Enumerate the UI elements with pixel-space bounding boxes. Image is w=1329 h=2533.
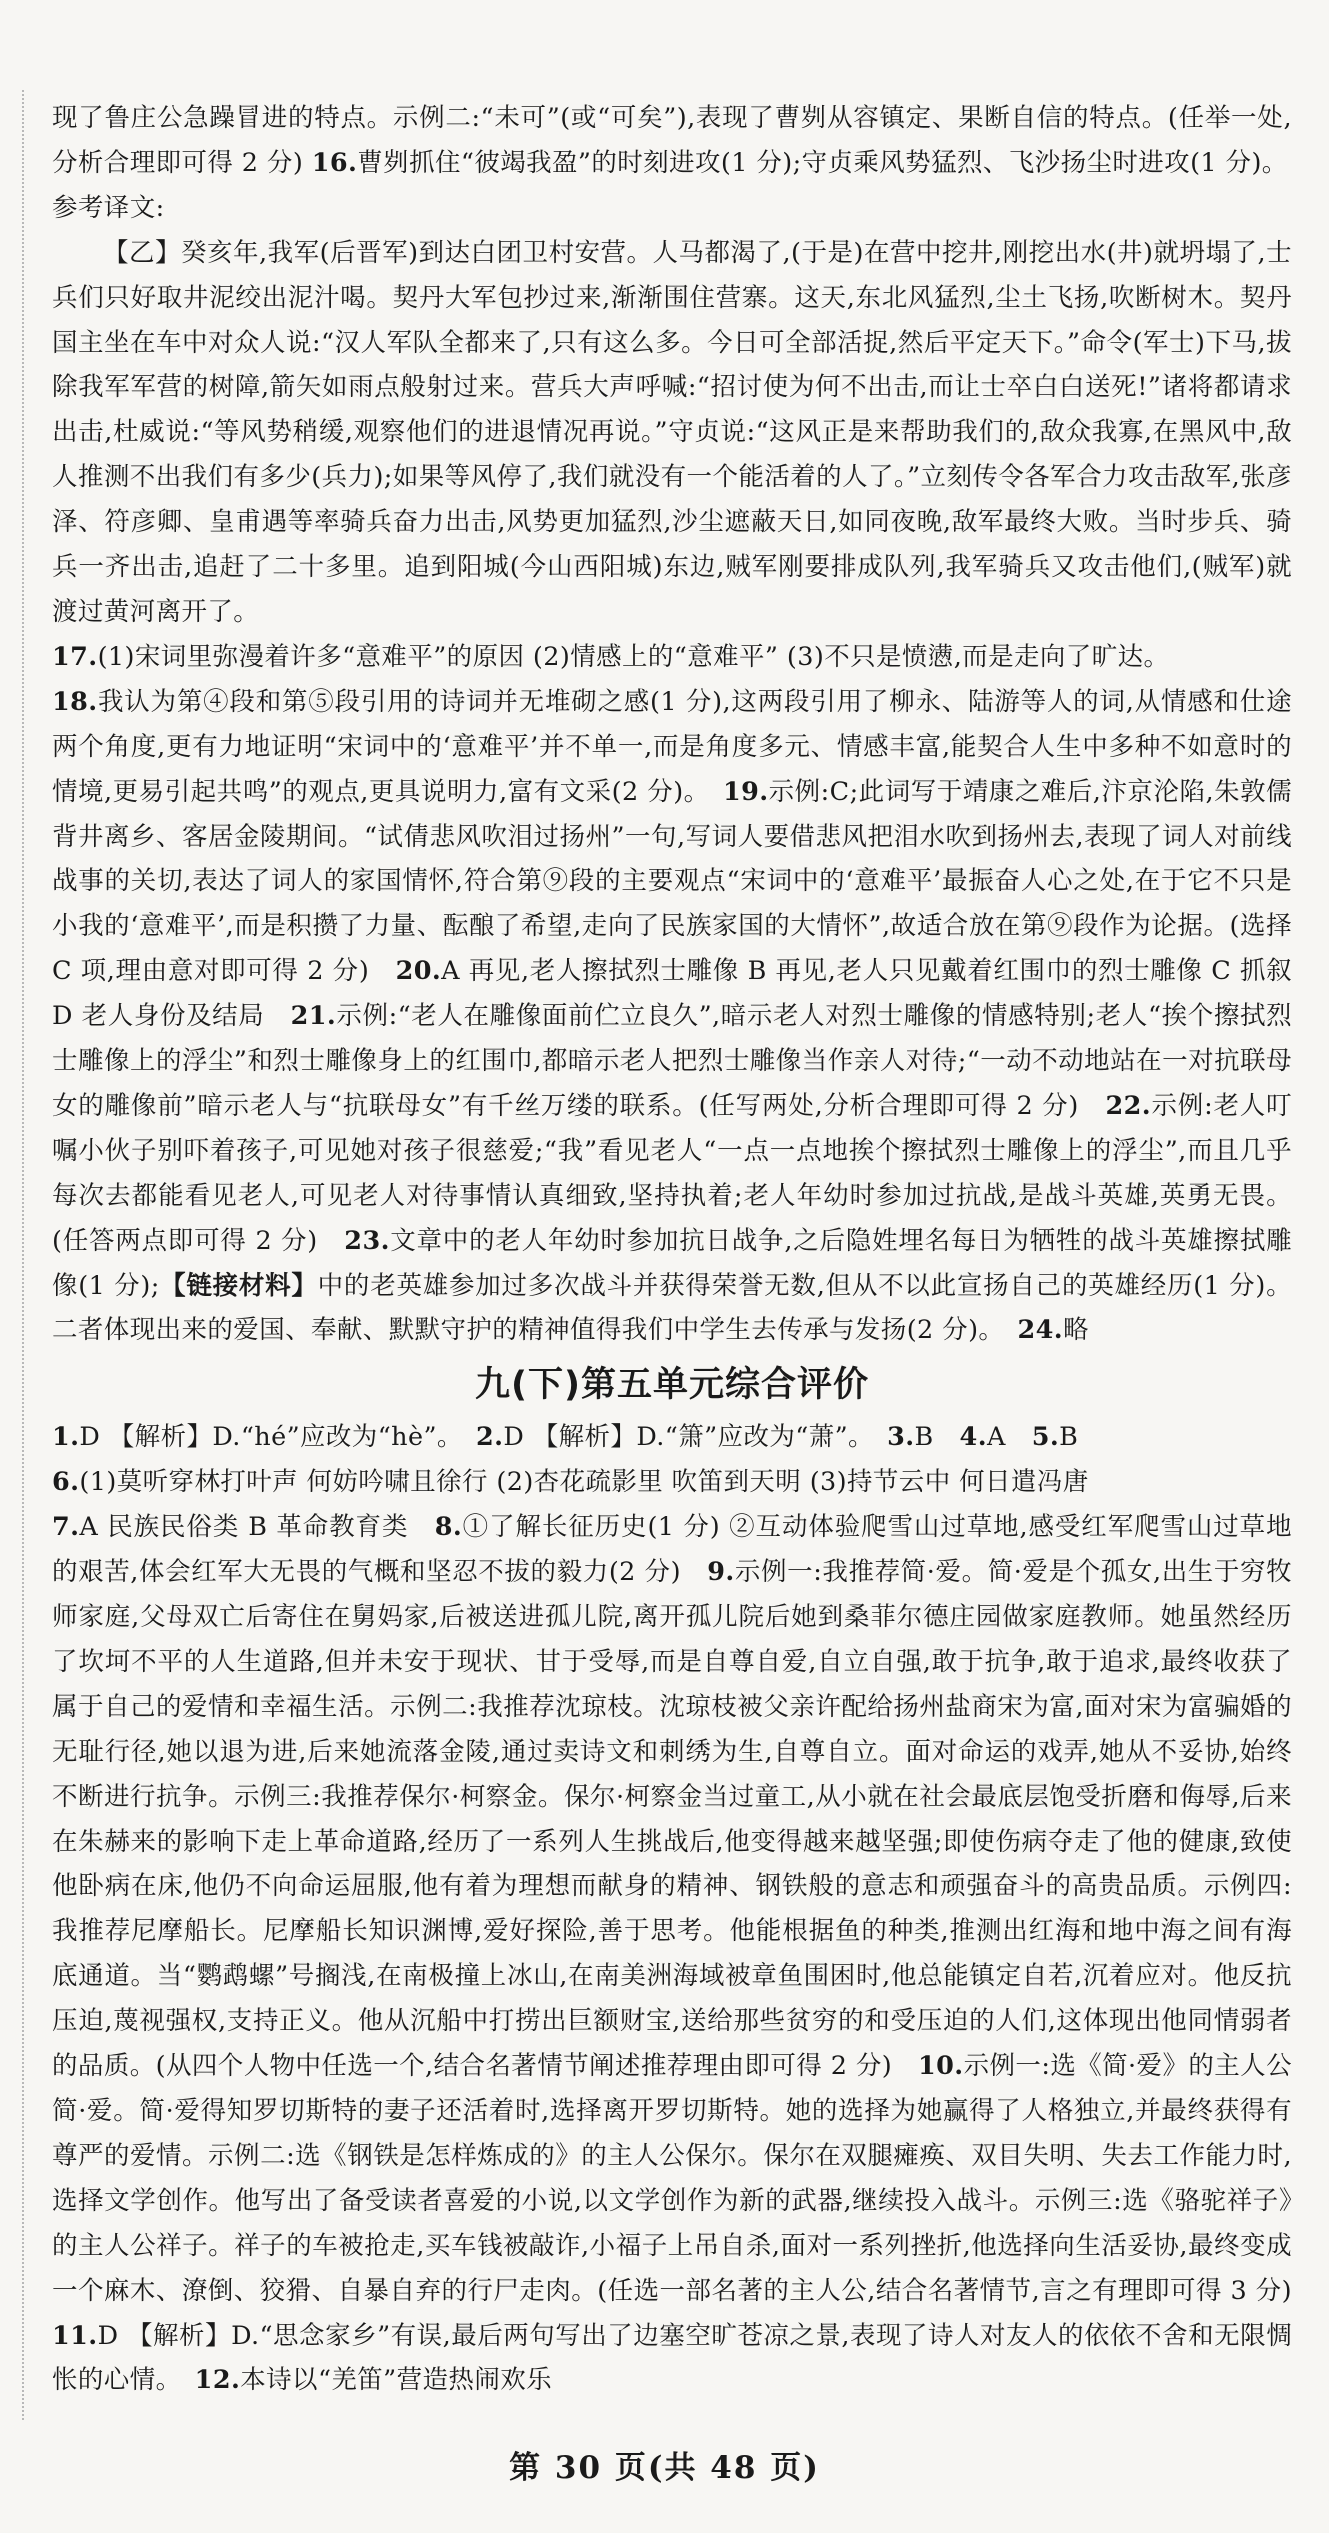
question-number: 23. xyxy=(344,1225,390,1256)
answer-text: D 【解析】D.“思念家乡”有误,最后两句写出了边塞空旷苍凉之景,表现了诗人对友人的依依不舍和无限惆怅的心情。 xyxy=(52,2320,1292,2396)
question-number: 4. xyxy=(959,1422,987,1453)
link-material-tag: 【链接材料】 xyxy=(159,1270,318,1301)
text-line: (任举一处,分析合理即可得 2 分) xyxy=(52,103,1292,178)
answer-text: A 再见,老人擦拭烈士雕像 B 再见,老人只见戴着红围巾的烈士雕像 C 抓叙 D 老人身份及结局 xyxy=(52,956,1292,1032)
answer-17 xyxy=(52,635,1292,680)
question-number: 19. xyxy=(722,776,769,807)
question-number: 22. xyxy=(1105,1090,1152,1121)
answer-text: A xyxy=(986,1422,1006,1453)
question-number: 11. xyxy=(52,2320,98,2351)
answers-1-5 xyxy=(52,1415,1292,1460)
text-line: 现了鲁庄公急躁冒进的特点。示例二:“未可”(或“可矣”),表现了曹刿从容镇定、果断自信的特点。 xyxy=(52,103,1168,133)
question-number: 9. xyxy=(707,1557,735,1588)
answer-text: A 民族民俗类 B 革命教育类 xyxy=(79,1512,409,1543)
question-number: 16. xyxy=(311,147,358,178)
answer-text: 文章中的老人年幼时参加抗日战争,之后隐姓埋名每日为牺牲的战斗英雄擦拭雕像(1 分); xyxy=(52,1225,1293,1301)
answer-text: B xyxy=(1059,1422,1079,1453)
answer-text: (1)莫听穿林打叶声 何妨吟啸且徐行 (2)杏花疏影里 吹笛到天明 (3)持节云中 何日遣冯唐 xyxy=(79,1467,1089,1498)
question-number: 6. xyxy=(52,1467,80,1498)
answer-text: 示例:C;此词写于靖康之难后,汴京沦陷,朱敦儒背井离乡、客居金陵期间。“试倩悲风吹泪过扬州”一句,写词人要借悲风把泪水吹到扬州去,表现了词人对前线战事的关切,表达了词人的家国情怀,符合第⑨段的主要观点“宋词中的‘意难平’最振奋人心之处,在于它不只是小我的‘意难平’,而是积攒了力量、酝酿了希望,走向了民族家国的大情怀”,故适合放在第⑨段作为论据。(选择 C 项,理由意对即可得 2 分) xyxy=(52,776,1292,987)
answers-7-12 xyxy=(52,1505,1292,2403)
question-number: 12. xyxy=(194,2365,241,2396)
binding-margin-line xyxy=(22,90,24,2420)
answer-text: D 【解析】D.“箫”应改为“萧”。 xyxy=(503,1422,862,1453)
question-number: 18. xyxy=(52,686,98,717)
question-number: 24. xyxy=(1017,1315,1064,1346)
answer-text: 示例:“老人在雕像面前伫立良久”,暗示老人对烈士雕像的情感特别;老人“挨个擦拭烈士雕像上的浮尘”和烈士雕像身上的红围巾,都暗示老人把烈士雕像当作亲人对待;“一动不动地站在一对抗联母女的雕像前”暗示老人与“抗联母女”有千丝万缕的联系。(任写两处,分析合理即可得 2 分) xyxy=(52,1001,1292,1121)
answer-text: 示例:老人叮嘱小伙子别吓着孩子,可见她对孩子很慈爱;“我”看见老人“一点一点地挨个擦拭烈士雕像上的浮尘”,而且几乎每次去都能看见老人,可见老人对待事情认真细致,坚持执着;老人年幼时参加过抗战,是战斗英雄,英勇无畏。(任答两点即可得 2 分) xyxy=(52,1090,1292,1256)
page-footer: 第 30 页(共 48 页) xyxy=(509,2450,820,2486)
question-number: 7. xyxy=(52,1512,80,1543)
answer-text: D 【解析】D.“hé”应改为“hè”。 xyxy=(79,1422,451,1453)
question-number: 17. xyxy=(52,641,98,672)
reference-translation-label: 参考译文: xyxy=(52,192,165,223)
answer-text: 示例一:选《简·爱》的主人公简·爱。简·爱得知罗切斯特的妻子还活着时,选择离开罗切斯特。她的选择为她赢得了人格独立,并最终获得有尊严的爱情。示例二:选《钢铁是怎样炼成的》的主人公保尔。保尔在双腿瘫痪、双目失明、失去工作能力时,选择文学创作。他写出了备受读者喜爱的小说,以文学创作为新的武器,继续投入战斗。示例三:选《骆驼祥子》的主人公祥子。祥子的车被抢走,买车钱被敲诈,小福子上吊自杀,面对一系列挫折,他选择向生活妥协,最终变成一个麻木、潦倒、狡猾、自暴自弃的行尸走肉。(任选一部名著的主人公,结合名著情节,言之有理即可得 3 分) xyxy=(52,2051,1292,2306)
question-number: 5. xyxy=(1031,1422,1060,1453)
answer-text: 本诗以“羌笛”营造热闹欢乐 xyxy=(240,2365,553,2396)
answer-6 xyxy=(52,1460,1292,1505)
answer-text: B xyxy=(914,1422,934,1453)
question-number: 3. xyxy=(887,1422,915,1453)
answer-text: 略 xyxy=(1063,1315,1089,1346)
answer-text: 曹刿抓住“彼竭我盈”的时刻进攻(1 分);守贞乘风势猛烈、飞沙扬尘时进攻(1 分)。 xyxy=(357,147,1288,178)
answer-text: (1)宋词里弥漫着许多“意难平”的原因 (2)情感上的“意难平” (3)不只是愤懑,而是走向了旷达。 xyxy=(97,641,1170,672)
answer-text: 我认为第④段和第⑤段引用的诗词并无堆砌之感(1 分),这两段引用了柳永、陆游等人的词,从情感和仕途两个角度,更有力地证明“宋词中的‘意难平’并不单一,而是角度多元、情感丰富,能契合人生中多种不如意时的情境,更易引起共鸣”的观点,更具说明力,富有文采(2 分)。 xyxy=(52,686,1292,807)
answer-text: 中的老英雄参加过多次战斗并获得荣誉无数,但从不以此宣扬自己的英雄经历(1 分)。二者体现出来的爱国、奉献、默默守护的精神值得我们中学生去传承与发扬(2 分)。 xyxy=(52,1270,1292,1346)
section-title: 九(下)第五单元综合评价 xyxy=(475,1365,869,1406)
answer-text: 示例一:我推荐简·爱。简·爱是个孤女,出生于穷牧师家庭,父母双亡后寄住在舅妈家,后被送进孤儿院,离开孤儿院后她到桑菲尔德庄园做家庭教师。她虽然经历了坎坷不平的人生道路,但并未安于现状、甘于受辱,而是自尊自爱,自立自强,敢于抗争,敢于追求,最终收获了属于自己的爱情和幸福生活。示例二:我推荐沈琼枝。沈琼枝被父亲许配给扬州盐商宋为富,面对宋为富骗婚的无耻行径,她以退为进,后来她流落金陵,通过卖诗文和刺绣为生,自尊自立。面对命运的戏弄,她从不妥协,始终不断进行抗争。示例三:我推荐保尔·柯察金。保尔·柯察金当过童工,从小就在社会最底层饱受折磨和侮辱,后来在朱赫来的影响下走上革命道路,经历了一系列人生挑战后,他变得越来越坚强;即使伤病夺走了他的健康,致使他卧病在床,他仍不向命运屈服,他有着为理想而献身的精神、钢铁般的意志和顽强奋斗的高贵品质。示例四:我推荐尼摩船长。尼摩船长知识渊博,爱好探险,善于思考。他能根据鱼的种类,推测出红海和地中海之间有海底通道。当“鹦鹉螺”号搁浅,在南极撞上冰山,在南美洲海域被章鱼围困时,他总能镇定自若,沉着应对。他反抗压迫,蔑视强权,支持正义。他从沉船中打捞出巨额财宝,送给那些贫穷的和受压迫的人们,这体现出他同情弱者的品质。(从四个人物中任选一个,结合名著情节阐述推荐理由即可得 2 分) xyxy=(52,1557,1293,2082)
answer-text: ①了解长征历史(1 分) ②互动体验爬雪山过草地,感受红军爬雪山过草地的艰苦,体会红军大无畏的气概和坚忍不拔的毅力(2 分) xyxy=(52,1512,1292,1588)
question-number: 20. xyxy=(395,956,442,987)
page-content xyxy=(52,96,1292,2403)
reference-translation: 【乙】癸亥年,我军(后晋军)到达白团卫村安营。人马都渴了,(于是)在营中挖井,刚挖出水(井)就坍塌了,士兵们只好取井泥绞出泥汁喝。契丹大军包抄过来,渐渐围住营寨。这天,东北风猛烈,尘土飞扬,吹断树木。契丹国主坐在车中对众人说:“汉人军队全都来了,只有这么多。今日可全部活捉,然后平定天下。”命令(军士)下马,拔除我军军营的树障,箭矢如雨点般射过来。营兵大声呼喊:“招讨使为何不出击,而让士卒白白送死!”诸将都请求出击,杜威说:“等风势稍缓,观察他们的进退情况再说。”守贞说:“这风正是来帮助我们的,敌众我寡,在黑风中,敌人推测不出我们有多少(兵力);如果等风停了,我们就没有一个能活着的人了。”立刻传令各军合力攻击敌军,张彦泽、符彦卿、皇甫遇等率骑兵奋力出击,风势更加猛烈,沙尘遮蔽天日,如同夜晚,敌军最终大败。当时步兵、骑兵一齐出击,追赶了二十多里。追到阳城(今山西阳城)东边,贼军刚要排成队列,我军骑兵又攻击他们,(贼军)就渡过黄河离开了。 xyxy=(52,237,1292,627)
question-number: 10. xyxy=(918,2051,964,2082)
question-number: 21. xyxy=(290,1001,337,1032)
answer-block-top xyxy=(52,96,1292,186)
question-number: 1. xyxy=(52,1422,80,1453)
question-number: 8. xyxy=(434,1512,463,1543)
question-number: 2. xyxy=(475,1422,504,1453)
answers-18-20 xyxy=(52,680,1292,1354)
